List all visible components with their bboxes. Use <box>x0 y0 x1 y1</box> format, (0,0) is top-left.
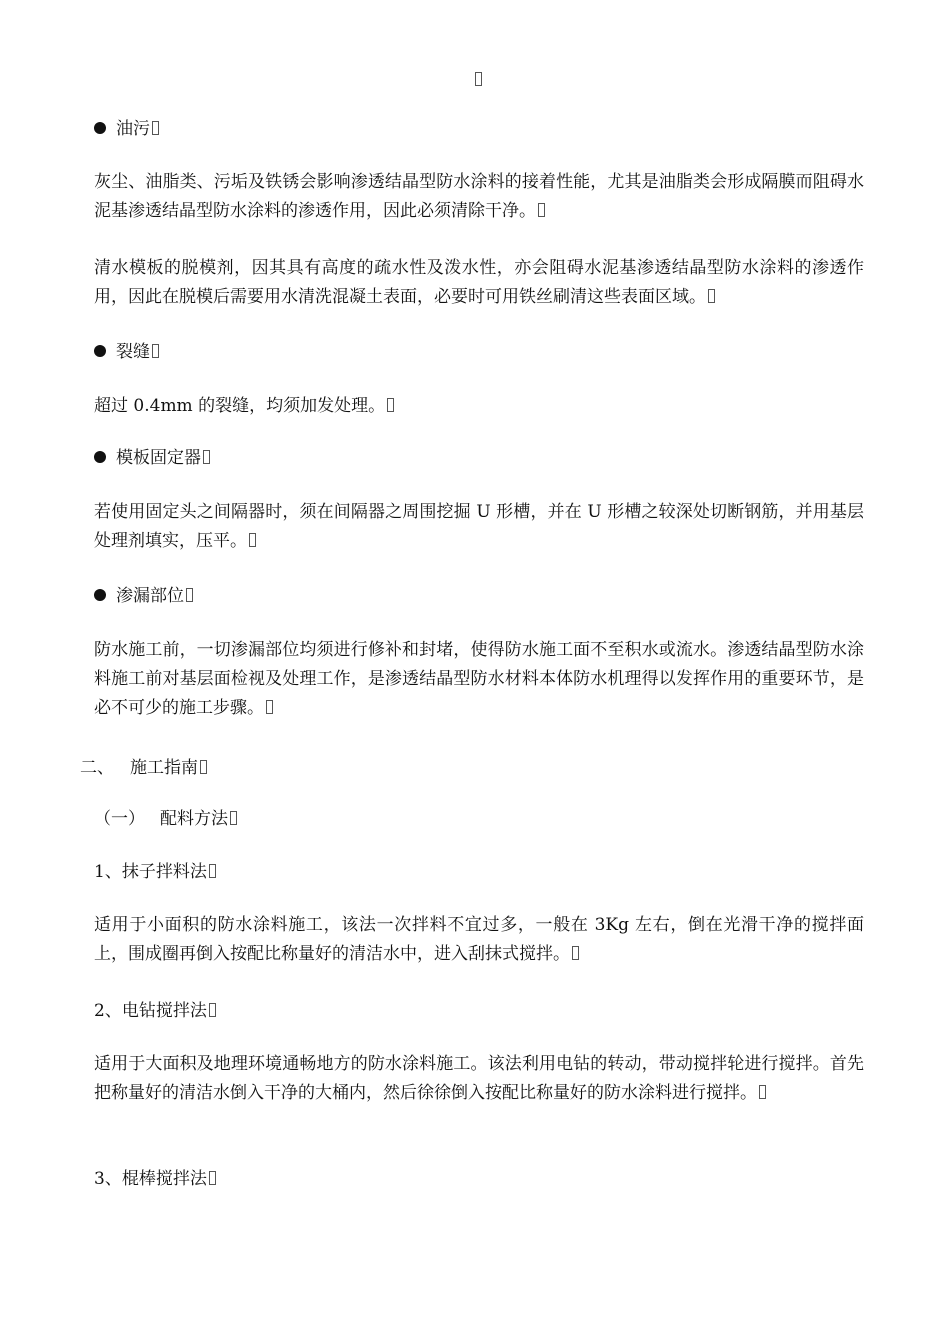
paragraph-leak-areas <box>94 636 864 723</box>
subsection-number: （一） <box>94 809 145 829</box>
section-title: 施工指南 <box>130 758 198 778</box>
section-number: 二、 <box>80 758 114 778</box>
missing-glyph-box <box>186 588 193 602</box>
missing-glyph-box <box>203 450 210 464</box>
missing-glyph-box <box>230 811 237 825</box>
heading-text: 3、棍棒搅拌法 <box>94 1169 207 1189</box>
missing-glyph-box <box>475 72 482 86</box>
heading-drill-mixing <box>94 998 860 1024</box>
heading-stick-mixing <box>94 1166 860 1192</box>
missing-glyph-box <box>152 121 159 135</box>
bullet-item-cracks <box>94 339 860 365</box>
bullet-dot-icon <box>94 345 106 357</box>
bullet-label: 裂缝 <box>116 342 150 362</box>
paragraph-drill-mixing <box>94 1050 864 1108</box>
paragraph-oil-contaminants <box>94 168 864 226</box>
missing-glyph-box <box>200 760 207 774</box>
bullet-item-oil <box>94 116 860 142</box>
subsection-title: 配料方法 <box>160 809 228 829</box>
paragraph-text: 适用于小面积的防水涂料施工，该法一次拌料不宜过多，一般在 3Kg 左右，倒在光滑干净的搅拌面上，围成圈再倒入按配比称量好的清洁水中，进入刮抹式搅拌。 <box>94 915 864 964</box>
bullet-label: 渗漏部位 <box>116 586 184 606</box>
missing-glyph-box <box>387 398 394 412</box>
paragraph-release-agent <box>94 254 864 312</box>
section-heading-construction-guide <box>80 755 860 781</box>
missing-glyph-box <box>209 1003 216 1017</box>
paragraph-text: 灰尘、油脂类、污垢及铁锈会影响渗透结晶型防水涂料的接着性能，尤其是油脂类会形成隔膜而阻碍水泥基渗透结晶型防水涂料的渗透作用，因此必须清除干净。 <box>94 172 864 221</box>
paragraph-text: 防水施工前，一切渗漏部位均须进行修补和封堵，使得防水施工面不至积水或流水。渗透结晶型防水涂料施工前对基层面检视及处理工作，是渗透结晶型防水材料本体防水机理得以发挥作用的重要环节，是必不可少的施工步骤。 <box>94 640 864 718</box>
heading-text: 1、抹子拌料法 <box>94 862 207 882</box>
paragraph-trowel-mixing <box>94 911 864 969</box>
paragraph-text: 适用于大面积及地理环境通畅地方的防水涂料施工。该法利用电钻的转动，带动搅拌轮进行搅拌。首先把称量好的清洁水倒入干净的大桶内，然后徐徐倒入按配比称量好的防水涂料进行搅拌。 <box>94 1054 864 1103</box>
missing-glyph-box <box>538 203 545 217</box>
bullet-dot-icon <box>94 122 106 134</box>
bullet-item-form-fixer <box>94 445 860 471</box>
page-marker-glyph <box>473 70 482 90</box>
paragraph-text: 超过 0.4mm 的裂缝，均须加发处理。 <box>94 396 386 416</box>
paragraph-cracks <box>94 393 860 419</box>
bullet-item-leak-areas <box>94 583 860 609</box>
missing-glyph-box <box>759 1085 766 1099</box>
paragraph-text: 若使用固定头之间隔器时，须在间隔器之周围挖掘 U 形槽，并在 U 形槽之较深处切断钢筋，并用基层处理剂填实，压平。 <box>94 502 864 551</box>
bullet-dot-icon <box>94 451 106 463</box>
bullet-dot-icon <box>94 589 106 601</box>
paragraph-text: 清水模板的脱模剂，因其具有高度的疏水性及泼水性，亦会阻碍水泥基渗透结晶型防水涂料的渗透作用，因此在脱模后需要用水清洗混凝土表面，必要时可用铁丝刷清这些表面区域。 <box>94 258 864 307</box>
missing-glyph-box <box>266 700 273 714</box>
bullet-label: 油污 <box>116 119 150 139</box>
missing-glyph-box <box>572 946 579 960</box>
subsection-heading-mixing-methods <box>94 806 860 832</box>
heading-text: 2、电钻搅拌法 <box>94 1001 207 1021</box>
missing-glyph-box <box>152 344 159 358</box>
missing-glyph-box <box>209 864 216 878</box>
heading-trowel-mixing <box>94 859 860 885</box>
missing-glyph-box <box>209 1171 216 1185</box>
bullet-label: 模板固定器 <box>116 448 201 468</box>
paragraph-form-fixer <box>94 498 864 556</box>
missing-glyph-box <box>249 533 256 547</box>
missing-glyph-box <box>708 289 715 303</box>
